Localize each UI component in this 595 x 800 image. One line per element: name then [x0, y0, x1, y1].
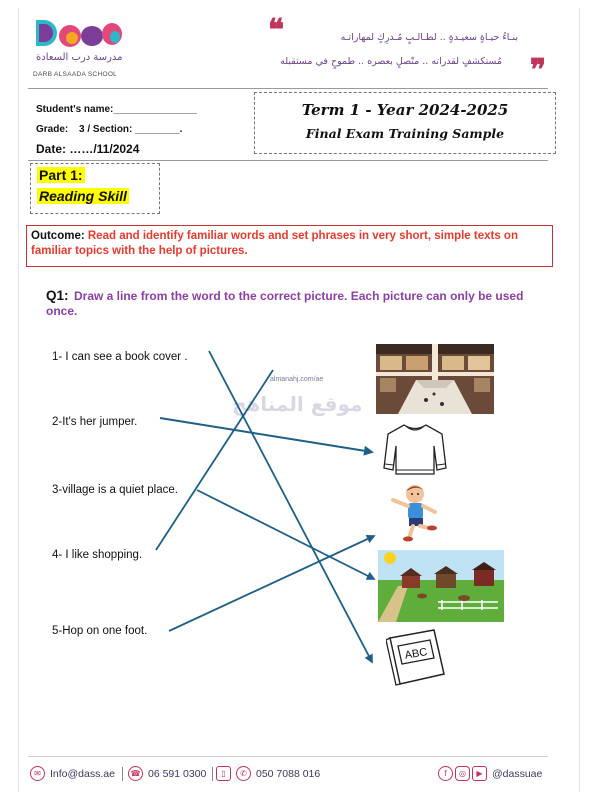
footer-social-text: @dassuae	[492, 767, 543, 780]
question-text: Draw a line from the word to the correct picture. Each picture can only be used once.	[46, 289, 524, 318]
grade-section-field[interactable]: 3 / Section: ________.	[79, 124, 183, 135]
close-quote-icon: ❞	[529, 53, 546, 88]
email-icon: ✉	[30, 766, 45, 781]
student-name-field[interactable]: Student's name:_______________	[36, 104, 197, 115]
school-name-arabic: مدرسة درب السعادة	[36, 52, 123, 63]
footer-mobile[interactable]	[216, 766, 320, 781]
term-year: Term 1 - Year 2024-2025	[301, 101, 509, 119]
outcome-body: Read and identify familiar words and set phrases in very short, simple texts on familiar topics with the help of pictures.	[31, 230, 518, 257]
footer-mobile-text: 050 7088 016	[256, 767, 321, 780]
facebook-icon: f	[438, 766, 453, 781]
book-cover-text: ABC	[403, 646, 429, 662]
footer-divider	[28, 756, 548, 757]
item-3: 3-village is a quiet place.	[52, 484, 178, 496]
footer-separator	[122, 767, 123, 781]
match-line-book[interactable]	[209, 351, 372, 662]
motto-line-2: مُستكشفٍ لقدراته .. متّصلٍ بعصره .. طموحٍ في مستقبله	[280, 56, 502, 67]
youtube-icon: ▶	[472, 766, 487, 781]
item-4: 4- I like shopping.	[52, 549, 143, 561]
watermark-title: موقع المناهج	[232, 392, 363, 416]
part-skill: Reading Skill	[39, 188, 127, 204]
item-5: 5-Hop on one foot.	[52, 625, 148, 637]
footer-separator	[212, 767, 213, 781]
school-name-english: DARB ALSAADA SCHOOL	[33, 71, 118, 78]
item-2: 2-It's her jumper.	[52, 416, 138, 428]
exam-title: Final Exam Training Sample	[305, 126, 505, 141]
watermark-url: almanahj.com/ae	[270, 376, 324, 383]
instagram-icon: ◎	[455, 766, 470, 781]
match-line-jumper[interactable]	[160, 418, 372, 452]
match-line-village[interactable]	[197, 490, 374, 579]
footer-phone-text: 06 591 0300	[148, 767, 207, 780]
footer-email-text: Info@dass.ae	[50, 767, 115, 780]
part-title: Part 1:	[39, 167, 83, 183]
match-line-mall[interactable]	[156, 370, 273, 550]
grade-label-text: Grade:	[36, 124, 69, 135]
open-quote-icon: ❝	[268, 13, 285, 48]
item-1: 1- I can see a book cover .	[52, 351, 188, 363]
question-label: Q1:	[46, 288, 69, 303]
footer-phone[interactable]	[128, 766, 206, 781]
footer-social[interactable]	[438, 766, 542, 781]
motto-line-1: بنـاءُ حيـاةٍ سعيـدةٍ .. لطـالـبٍ مُـدرِكٍ لمهاراتـه	[340, 32, 518, 43]
footer-email[interactable]	[30, 766, 115, 781]
outcome-label: Outcome:	[31, 230, 85, 242]
mobile-icon: ▯	[216, 766, 231, 781]
phone-icon: ☎	[128, 766, 143, 781]
date-field[interactable]: Date: ……/11/2024	[36, 142, 140, 156]
whatsapp-icon: ✆	[236, 766, 251, 781]
match-line-boy[interactable]	[169, 536, 374, 631]
